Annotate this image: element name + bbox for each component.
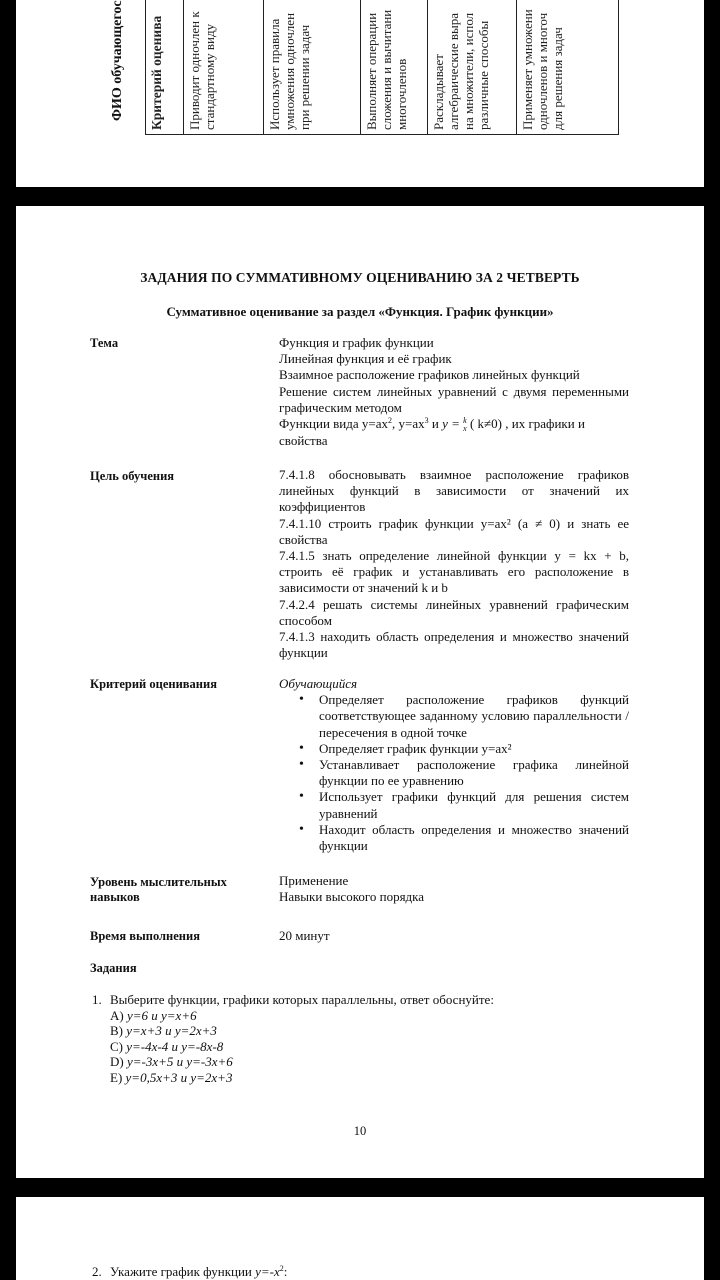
- criteria-bullet: • Использует графики функций для решения систем уравнений: [319, 789, 629, 821]
- thinking-level-item: Навыки высокого порядка: [279, 889, 425, 905]
- fraction-k-over-x: k x: [463, 416, 467, 434]
- page-number: 10: [353, 1124, 367, 1138]
- time-value: 20 минут: [279, 928, 330, 943]
- criteria-value: [279, 676, 629, 854]
- goal-item: 7.4.1.3 находить область определения и множество значений функции: [279, 629, 629, 661]
- goal-item: 7.4.2.4 решать системы линейных уравнений графическим способом: [279, 596, 629, 628]
- criteria-list: [279, 692, 629, 854]
- table-col-1: Приводит одночлен к стандартному виду: [184, 0, 264, 134]
- tema-line-functions: Функции вида $y=ax^2$, $y=ax^3$ и y = k x ( k≠0) , их графики и свойства: [279, 416, 585, 449]
- criteria-bullet: • Определяет расположение графиков функций соответствующее заданному условию параллельности / пересечения в одной точке: [319, 692, 629, 741]
- goal-value: [279, 467, 629, 661]
- criteria-label: Критерий оценивания: [90, 677, 217, 691]
- task-formula: y=-x: [255, 1264, 280, 1279]
- tasks-label: Задания: [90, 961, 137, 975]
- time-label: Время выполнения: [90, 929, 200, 943]
- table-col-3: Выполняет операции сложения и вычитани многочленов: [361, 0, 428, 134]
- thinking-level-label: Уровень мыслительных навыков: [90, 875, 227, 904]
- criteria-bullet: • Устанавливает расположение графика линейной функции по ее уравнению: [319, 757, 629, 789]
- exponent: 2: [279, 1264, 284, 1273]
- option-c: C) y=-4x-4 и y=-8x-8: [110, 1038, 224, 1054]
- task-question: Выберите функции, графики которых параллельны, ответ обоснуйте:: [110, 992, 494, 1007]
- page-title: ЗАДАНИЯ ПО СУММАТИВНОМУ ОЦЕНИВАНИЮ ЗА 2 ЧЕТВЕРТЬ: [140, 270, 580, 285]
- goal-item: 7.4.1.5 знать определение линейной функции y = kx + b, строить её график и устанавливать его расположение в зависимости от значений k и b: [279, 548, 629, 596]
- task-question: Укажите график функции: [110, 1264, 256, 1279]
- goal-label: Цель обучения: [90, 469, 175, 483]
- task-number: 1.: [92, 992, 102, 1007]
- task-number: 2.: [92, 1264, 102, 1279]
- goal-item: 7.4.1.8 обосновывать взаимное расположение графиков линейных функций в зависимости от значений их коэффициентов: [279, 467, 629, 515]
- thinking-level-value: [279, 873, 629, 905]
- document-page-10: [16, 206, 704, 1178]
- task-1: [92, 992, 494, 1085]
- table-col-criteria: Критерий оценива: [146, 0, 184, 134]
- fio-header: ФИО обучающегос: [110, 0, 125, 121]
- tema-value: [279, 335, 629, 449]
- option-d: D) y=-3x+5 и y=-3x+6: [110, 1054, 233, 1069]
- goal-item: 7.4.1.10 строить график функции y=ax² (a ≠ 0) и знать ее свойства: [279, 515, 629, 547]
- criteria-bullet: • Определяет график функции y=ax²: [319, 741, 629, 757]
- punctuation: :: [283, 1264, 288, 1279]
- tema-line: Решение систем линейных уравнений с двумя переменными графическим методом: [279, 383, 629, 415]
- tema-line: Функция и график функции: [279, 335, 434, 350]
- rotated-criteria-table: [145, 0, 619, 135]
- criteria-subject: Обучающийся: [279, 676, 358, 691]
- table-col-2: Использует правила умножения одночлен при решении задач: [264, 0, 361, 134]
- criteria-bullet: • Находит область определения и множество значений функции: [319, 822, 629, 854]
- option-b: B) y=x+3 и y=2x+3: [110, 1023, 217, 1038]
- table-col-5: Применяет умножени одночленов и многоч для решения задач: [520, 9, 565, 130]
- tema-label: Тема: [90, 336, 119, 350]
- tema-line: Линейная функция и её график: [279, 351, 452, 367]
- thinking-level-item: Применение: [279, 873, 349, 888]
- option-e: E) y=0,5x+3 и y=2x+3: [110, 1069, 233, 1085]
- next-page: [16, 1197, 704, 1280]
- option-a: A) y=6 и y=x+6: [110, 1007, 197, 1023]
- page-subtitle: Суммативное оценивание за раздел «Функция. График функции»: [166, 304, 554, 319]
- table-col-4: Раскладывает алгебраические выра на множители, испол различные способы: [428, 0, 517, 134]
- task-2: [92, 1264, 287, 1280]
- previous-page: [16, 0, 704, 187]
- tema-line: Взаимное расположение графиков линейных функций: [279, 367, 580, 383]
